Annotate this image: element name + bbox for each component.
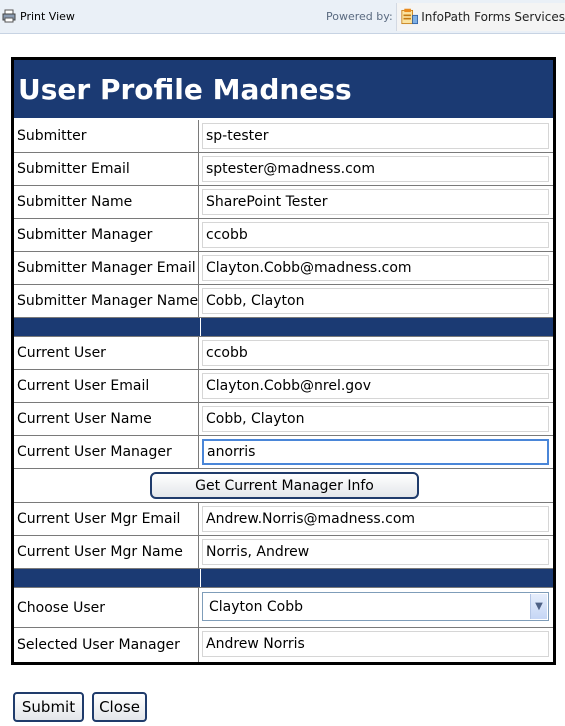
current-user-field[interactable]: ccobb	[202, 340, 549, 366]
row-choose-user	[14, 588, 553, 628]
chevron-down-icon[interactable]: ▼	[530, 594, 547, 619]
field-label: Submitter Manager	[14, 219, 199, 251]
row-submitter-name	[14, 186, 553, 219]
row-submitter-manager	[14, 219, 553, 252]
infopath-logo-icon	[401, 6, 419, 28]
submitter-field[interactable]: sp-tester	[202, 123, 549, 149]
submitter-manager-email-field[interactable]: Clayton.Cobb@madness.com	[202, 255, 549, 281]
choose-user-select[interactable]	[202, 592, 549, 621]
brand-name: InfoPath Forms Services	[421, 10, 565, 24]
current-user-mgr-name-field[interactable]: Norris, Andrew	[202, 539, 549, 565]
selected-user-manager-field[interactable]: Andrew Norris	[202, 631, 549, 657]
choose-user-selected-value: Clayton Cobb	[209, 598, 304, 615]
field-label: Current User Name	[14, 403, 199, 435]
printer-icon	[2, 9, 16, 23]
current-user-email-field[interactable]: Clayton.Cobb@nrel.gov	[202, 373, 549, 399]
field-label: Choose User	[14, 588, 199, 627]
row-current-user-mgr-email	[14, 503, 553, 536]
top-toolbar	[0, 0, 565, 34]
field-label: Submitter	[14, 120, 199, 152]
get-current-manager-info-button[interactable]: Get Current Manager Info	[150, 472, 419, 499]
current-user-manager-field[interactable]: anorris	[202, 439, 549, 465]
section-divider	[14, 569, 553, 588]
powered-by-label: Powered by:	[326, 10, 393, 23]
field-label: Current User Manager	[14, 436, 199, 468]
row-submitter-manager-email	[14, 252, 553, 285]
row-submitter	[14, 120, 553, 153]
manager-button-row	[14, 469, 553, 503]
print-view-link[interactable]	[2, 9, 75, 23]
field-label: Selected User Manager	[14, 628, 199, 662]
current-user-name-field[interactable]: Cobb, Clayton	[202, 406, 549, 432]
row-current-user-name	[14, 403, 553, 436]
row-current-user-email	[14, 370, 553, 403]
row-current-user-manager	[14, 436, 553, 469]
current-user-mgr-email-field[interactable]: Andrew.Norris@madness.com	[202, 506, 549, 532]
field-label: Submitter Manager Email	[14, 252, 199, 284]
field-label: Current User Mgr Name	[14, 536, 199, 568]
submitter-email-field[interactable]: sptester@madness.com	[202, 156, 549, 182]
submitter-name-field[interactable]: SharePoint Tester	[202, 189, 549, 215]
row-submitter-email	[14, 153, 553, 186]
row-current-user-mgr-name	[14, 536, 553, 569]
field-label: Submitter Manager Name	[14, 285, 199, 317]
row-selected-user-manager	[14, 628, 553, 662]
field-label: Current User Mgr Email	[14, 503, 199, 535]
submit-button[interactable]: Submit	[13, 692, 84, 722]
row-current-user	[14, 337, 553, 370]
user-profile-form	[11, 57, 556, 665]
print-view-label: Print View	[20, 9, 75, 23]
form-title: User Profile Madness	[14, 60, 553, 120]
field-label: Current User	[14, 337, 199, 369]
field-label: Current User Email	[14, 370, 199, 402]
submitter-manager-name-field[interactable]: Cobb, Clayton	[202, 288, 549, 314]
field-label: Submitter Name	[14, 186, 199, 218]
field-label: Submitter Email	[14, 153, 199, 185]
row-submitter-manager-name	[14, 285, 553, 318]
close-button[interactable]: Close	[92, 692, 147, 722]
section-divider	[14, 318, 553, 337]
infopath-brand	[396, 3, 565, 31]
submitter-manager-field[interactable]: ccobb	[202, 222, 549, 248]
